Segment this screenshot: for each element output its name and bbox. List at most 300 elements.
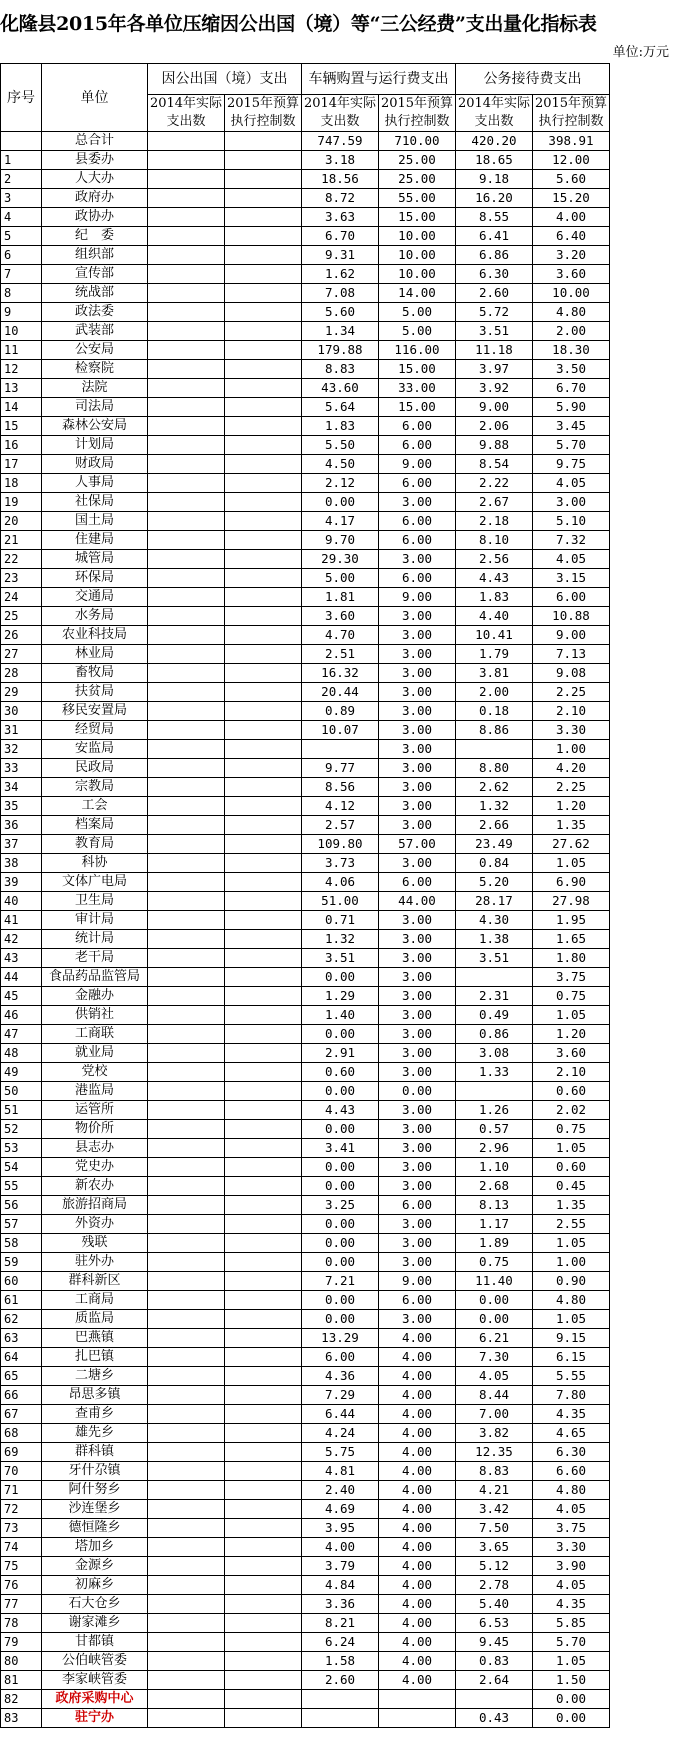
vehicle-2015-cell: 3.00 [379, 1120, 456, 1139]
vehicle-2015-cell: 4.00 [379, 1462, 456, 1481]
unit-cell: 老干局 [42, 949, 148, 968]
vehicle-2015-cell [379, 1709, 456, 1728]
overseas-2014-cell [148, 1234, 225, 1253]
seq-cell: 56 [1, 1196, 42, 1215]
reception-2015-cell: 0.90 [533, 1272, 610, 1291]
vehicle-2014-cell: 4.12 [302, 797, 379, 816]
vehicle-2015-cell: 6.00 [379, 531, 456, 550]
overseas-2014-cell [148, 512, 225, 531]
vehicle-2015-cell: 6.00 [379, 474, 456, 493]
seq-cell: 67 [1, 1405, 42, 1424]
overseas-2015-cell [225, 873, 302, 892]
reception-2014-cell: 6.41 [456, 227, 533, 246]
unit-cell: 群科镇 [42, 1443, 148, 1462]
vehicle-2015-cell: 3.00 [379, 664, 456, 683]
vehicle-2015-cell: 3.00 [379, 1025, 456, 1044]
reception-2015-cell: 1.80 [533, 949, 610, 968]
reception-2014-cell: 0.00 [456, 1310, 533, 1329]
seq-cell: 61 [1, 1291, 42, 1310]
overseas-2014-cell [148, 721, 225, 740]
overseas-2015-cell [225, 607, 302, 626]
unit-cell: 住建局 [42, 531, 148, 550]
table-row [1, 1557, 610, 1576]
seq-cell: 26 [1, 626, 42, 645]
overseas-2015-cell [225, 569, 302, 588]
reception-2015-cell: 3.75 [533, 1519, 610, 1538]
seq-cell: 11 [1, 341, 42, 360]
table-row [1, 797, 610, 816]
seq-cell: 14 [1, 398, 42, 417]
table-row [1, 379, 610, 398]
vehicle-2015-cell: 3.00 [379, 607, 456, 626]
unit-cell: 公伯峡管委 [42, 1652, 148, 1671]
reception-2014-cell: 0.49 [456, 1006, 533, 1025]
vehicle-2014-cell: 4.70 [302, 626, 379, 645]
seq-cell: 7 [1, 265, 42, 284]
table-row [1, 683, 610, 702]
reception-2014-cell: 18.65 [456, 151, 533, 170]
overseas-2014-cell [148, 1462, 225, 1481]
overseas-2014-cell [148, 1709, 225, 1728]
header-vehicle: 车辆购置与运行费支出 [302, 64, 456, 95]
vehicle-2015-cell: 4.00 [379, 1367, 456, 1386]
table-row [1, 1158, 610, 1177]
unit-cell: 组织部 [42, 246, 148, 265]
vehicle-2014-cell: 3.60 [302, 607, 379, 626]
reception-2014-cell: 3.82 [456, 1424, 533, 1443]
reception-2015-cell: 5.70 [533, 1633, 610, 1652]
seq-cell: 3 [1, 189, 42, 208]
overseas-2015-cell [225, 645, 302, 664]
vehicle-2014-cell: 0.00 [302, 1310, 379, 1329]
unit-cell: 金融办 [42, 987, 148, 1006]
seq-cell: 80 [1, 1652, 42, 1671]
vehicle-2015-cell: 10.00 [379, 227, 456, 246]
unit-cell: 统计局 [42, 930, 148, 949]
table-row [1, 759, 610, 778]
overseas-2014-cell [148, 1671, 225, 1690]
table-row [1, 322, 610, 341]
seq-cell: 40 [1, 892, 42, 911]
overseas-2014-cell [148, 1481, 225, 1500]
overseas-2014-cell [148, 265, 225, 284]
vehicle-2015-cell: 5.00 [379, 322, 456, 341]
vehicle-2014-cell: 2.91 [302, 1044, 379, 1063]
vehicle-2015-cell: 25.00 [379, 151, 456, 170]
reception-2014-cell: 3.51 [456, 949, 533, 968]
header-reception: 公务接待费支出 [456, 64, 610, 95]
vehicle-2015-cell: 4.00 [379, 1557, 456, 1576]
unit-cell: 政府办 [42, 189, 148, 208]
vehicle-2014-cell: 8.72 [302, 189, 379, 208]
vehicle-2015-cell: 3.00 [379, 683, 456, 702]
reception-2014-cell: 2.18 [456, 512, 533, 531]
seq-cell: 76 [1, 1576, 42, 1595]
reception-2014-cell: 2.67 [456, 493, 533, 512]
overseas-2015-cell [225, 1006, 302, 1025]
overseas-2014-cell [148, 987, 225, 1006]
seq-cell: 1 [1, 151, 42, 170]
unit-cell: 民政局 [42, 759, 148, 778]
reception-2015-cell: 4.05 [533, 474, 610, 493]
unit-cell: 县志办 [42, 1139, 148, 1158]
unit-cell: 甘都镇 [42, 1633, 148, 1652]
unit-cell: 新农办 [42, 1177, 148, 1196]
vehicle-2014-cell: 1.29 [302, 987, 379, 1006]
seq-cell: 39 [1, 873, 42, 892]
overseas-2015-cell [225, 854, 302, 873]
reception-2015-cell: 0.45 [533, 1177, 610, 1196]
seq-cell: 30 [1, 702, 42, 721]
unit-cell: 档案局 [42, 816, 148, 835]
expense-table [0, 63, 610, 1728]
vehicle-2014-cell: 2.51 [302, 645, 379, 664]
reception-2014-cell: 0.83 [456, 1652, 533, 1671]
overseas-2015-cell [225, 512, 302, 531]
unit-cell: 移民安置局 [42, 702, 148, 721]
table-row [1, 1538, 610, 1557]
reception-2015-cell: 5.60 [533, 170, 610, 189]
vehicle-2014-cell: 3.36 [302, 1595, 379, 1614]
seq-cell: 79 [1, 1633, 42, 1652]
reception-2015-cell: 6.90 [533, 873, 610, 892]
reception-2015-cell: 4.20 [533, 759, 610, 778]
unit-cell: 党史办 [42, 1158, 148, 1177]
unit-cell: 牙什尕镇 [42, 1462, 148, 1481]
vehicle-2015-cell: 3.00 [379, 1063, 456, 1082]
reception-2014-cell: 1.38 [456, 930, 533, 949]
reception-2015-cell: 4.65 [533, 1424, 610, 1443]
overseas-2014-cell [148, 683, 225, 702]
seq-cell: 27 [1, 645, 42, 664]
vehicle-2014-cell: 5.50 [302, 436, 379, 455]
vehicle-2014-cell: 1.62 [302, 265, 379, 284]
table-row [1, 892, 610, 911]
reception-2014-cell [456, 968, 533, 987]
vehicle-2015-cell: 6.00 [379, 436, 456, 455]
reception-2014-cell: 3.42 [456, 1500, 533, 1519]
seq-cell: 41 [1, 911, 42, 930]
unit-cell: 质监局 [42, 1310, 148, 1329]
seq-cell: 15 [1, 417, 42, 436]
reception-2015-cell: 0.75 [533, 987, 610, 1006]
overseas-2014-cell [148, 531, 225, 550]
overseas-2015-cell [225, 835, 302, 854]
unit-cell: 畜牧局 [42, 664, 148, 683]
vehicle-2014-cell: 0.00 [302, 1234, 379, 1253]
table-row [1, 1348, 610, 1367]
overseas-2015-cell [225, 303, 302, 322]
seq-cell: 23 [1, 569, 42, 588]
vehicle-2014-cell: 1.83 [302, 417, 379, 436]
seq-cell: 58 [1, 1234, 42, 1253]
overseas-2014-cell [148, 1443, 225, 1462]
unit-cell: 交通局 [42, 588, 148, 607]
vehicle-2015-cell: 4.00 [379, 1424, 456, 1443]
reception-2014-cell: 4.43 [456, 569, 533, 588]
page-title: 化隆县2015年各单位压缩因公出国（境）等“三公经费”支出量化指标表 [0, 13, 597, 35]
reception-2015-cell: 0.60 [533, 1082, 610, 1101]
overseas-2015-cell [225, 379, 302, 398]
table-row [1, 436, 610, 455]
reception-2015-cell: 27.98 [533, 892, 610, 911]
table-row [1, 1253, 610, 1272]
unit-cell: 食品药品监管局 [42, 968, 148, 987]
table-row [1, 854, 610, 873]
seq-cell: 60 [1, 1272, 42, 1291]
reception-2014-cell: 1.17 [456, 1215, 533, 1234]
seq-cell: 78 [1, 1614, 42, 1633]
reception-2014-cell: 0.75 [456, 1253, 533, 1272]
vehicle-2014-cell: 7.08 [302, 284, 379, 303]
reception-2015-cell: 2.10 [533, 702, 610, 721]
seq-cell: 35 [1, 797, 42, 816]
unit-cell: 金源乡 [42, 1557, 148, 1576]
overseas-2015-cell [225, 1462, 302, 1481]
table-row [1, 1234, 610, 1253]
unit-cell: 扶贫局 [42, 683, 148, 702]
seq-cell: 33 [1, 759, 42, 778]
reception-2014-cell: 8.44 [456, 1386, 533, 1405]
overseas-2014-cell [148, 1291, 225, 1310]
seq-cell [1, 132, 42, 151]
reception-2015-cell: 3.15 [533, 569, 610, 588]
reception-2014-cell: 12.35 [456, 1443, 533, 1462]
overseas-2015-cell [225, 132, 302, 151]
reception-2015-cell: 12.00 [533, 151, 610, 170]
reception-2014-cell: 0.86 [456, 1025, 533, 1044]
reception-2015-cell: 7.13 [533, 645, 610, 664]
vehicle-2015-cell: 5.00 [379, 303, 456, 322]
unit-cell: 塔加乡 [42, 1538, 148, 1557]
reception-2015-cell: 4.80 [533, 1481, 610, 1500]
vehicle-2015-cell: 6.00 [379, 1291, 456, 1310]
reception-2015-cell: 3.30 [533, 721, 610, 740]
reception-2014-cell [456, 1690, 533, 1709]
table-row [1, 588, 610, 607]
unit-cell: 林业局 [42, 645, 148, 664]
reception-2015-cell: 27.62 [533, 835, 610, 854]
table-row [1, 1215, 610, 1234]
reception-2015-cell: 5.90 [533, 398, 610, 417]
reception-2014-cell: 2.00 [456, 683, 533, 702]
vehicle-2015-cell: 3.00 [379, 1158, 456, 1177]
overseas-2014-cell [148, 1519, 225, 1538]
unit-note: 单位:万元 [612, 45, 669, 60]
seq-cell: 19 [1, 493, 42, 512]
overseas-2015-cell [225, 797, 302, 816]
seq-cell: 12 [1, 360, 42, 379]
vehicle-2015-cell: 0.00 [379, 1082, 456, 1101]
vehicle-2015-cell: 15.00 [379, 398, 456, 417]
seq-cell: 53 [1, 1139, 42, 1158]
overseas-2015-cell [225, 360, 302, 379]
overseas-2015-cell [225, 1633, 302, 1652]
seq-cell: 5 [1, 227, 42, 246]
reception-2015-cell: 3.30 [533, 1538, 610, 1557]
vehicle-2014-cell: 0.00 [302, 1253, 379, 1272]
vehicle-2014-cell: 0.00 [302, 1177, 379, 1196]
reception-2015-cell: 1.05 [533, 854, 610, 873]
overseas-2014-cell [148, 1652, 225, 1671]
unit-cell: 查甫乡 [42, 1405, 148, 1424]
seq-cell: 65 [1, 1367, 42, 1386]
reception-2014-cell: 2.06 [456, 417, 533, 436]
table-row [1, 1082, 610, 1101]
table-row [1, 1519, 610, 1538]
vehicle-2015-cell: 3.00 [379, 740, 456, 759]
vehicle-2015-cell: 3.00 [379, 930, 456, 949]
vehicle-2015-cell: 4.00 [379, 1386, 456, 1405]
table-row [1, 512, 610, 531]
vehicle-2014-cell: 0.60 [302, 1063, 379, 1082]
reception-2015-cell: 2.02 [533, 1101, 610, 1120]
vehicle-2015-cell: 14.00 [379, 284, 456, 303]
table-row [1, 816, 610, 835]
vehicle-2015-cell: 3.00 [379, 721, 456, 740]
overseas-2015-cell [225, 683, 302, 702]
overseas-2014-cell [148, 1367, 225, 1386]
overseas-2014-cell [148, 1215, 225, 1234]
overseas-2015-cell [225, 987, 302, 1006]
reception-2015-cell: 1.00 [533, 740, 610, 759]
vehicle-2015-cell: 15.00 [379, 208, 456, 227]
overseas-2014-cell [148, 1595, 225, 1614]
vehicle-2015-cell: 55.00 [379, 189, 456, 208]
overseas-2014-cell [148, 132, 225, 151]
unit-cell: 李家峡管委 [42, 1671, 148, 1690]
reception-2015-cell: 1.05 [533, 1234, 610, 1253]
overseas-2015-cell [225, 1386, 302, 1405]
overseas-2015-cell [225, 778, 302, 797]
reception-2014-cell: 0.43 [456, 1709, 533, 1728]
header-reception-2015: 2015年预算执行控制数 [533, 95, 610, 132]
seq-cell: 82 [1, 1690, 42, 1709]
overseas-2015-cell [225, 265, 302, 284]
vehicle-2014-cell: 4.84 [302, 1576, 379, 1595]
unit-cell: 宗教局 [42, 778, 148, 797]
overseas-2015-cell [225, 1044, 302, 1063]
vehicle-2014-cell: 0.00 [302, 1158, 379, 1177]
table-row [1, 1329, 610, 1348]
unit-cell: 国土局 [42, 512, 148, 531]
unit-cell: 石大仓乡 [42, 1595, 148, 1614]
unit-cell: 工商联 [42, 1025, 148, 1044]
overseas-2015-cell [225, 1158, 302, 1177]
overseas-2015-cell [225, 626, 302, 645]
vehicle-2015-cell: 3.00 [379, 702, 456, 721]
vehicle-2015-cell: 3.00 [379, 1101, 456, 1120]
vehicle-2014-cell: 0.00 [302, 1291, 379, 1310]
table-row [1, 626, 610, 645]
unit-cell: 二塘乡 [42, 1367, 148, 1386]
overseas-2015-cell [225, 1177, 302, 1196]
overseas-2015-cell [225, 1652, 302, 1671]
table-row [1, 341, 610, 360]
table-body [1, 132, 610, 1728]
seq-cell: 59 [1, 1253, 42, 1272]
overseas-2014-cell [148, 1044, 225, 1063]
overseas-2015-cell [225, 417, 302, 436]
reception-2015-cell: 6.60 [533, 1462, 610, 1481]
unit-cell: 巴燕镇 [42, 1329, 148, 1348]
overseas-2015-cell [225, 1614, 302, 1633]
overseas-2015-cell [225, 1576, 302, 1595]
reception-2014-cell: 6.86 [456, 246, 533, 265]
reception-2015-cell: 1.05 [533, 1139, 610, 1158]
vehicle-2014-cell: 0.00 [302, 493, 379, 512]
vehicle-2014-cell: 51.00 [302, 892, 379, 911]
vehicle-2015-cell: 9.00 [379, 1272, 456, 1291]
vehicle-2014-cell: 5.64 [302, 398, 379, 417]
table-row [1, 1044, 610, 1063]
reception-2014-cell: 7.50 [456, 1519, 533, 1538]
overseas-2014-cell [148, 246, 225, 265]
table-row [1, 455, 610, 474]
table-row [1, 1101, 610, 1120]
vehicle-2014-cell: 8.21 [302, 1614, 379, 1633]
reception-2014-cell: 1.89 [456, 1234, 533, 1253]
table-row [1, 398, 610, 417]
vehicle-2014-cell: 3.79 [302, 1557, 379, 1576]
reception-2015-cell: 4.05 [533, 1500, 610, 1519]
reception-2015-cell: 3.00 [533, 493, 610, 512]
vehicle-2014-cell: 3.63 [302, 208, 379, 227]
unit-cell: 初麻乡 [42, 1576, 148, 1595]
overseas-2014-cell [148, 303, 225, 322]
reception-2015-cell: 4.80 [533, 1291, 610, 1310]
overseas-2015-cell [225, 1291, 302, 1310]
vehicle-2015-cell: 3.00 [379, 493, 456, 512]
overseas-2014-cell [148, 1538, 225, 1557]
seq-cell: 13 [1, 379, 42, 398]
reception-2014-cell: 7.00 [456, 1405, 533, 1424]
overseas-2014-cell [148, 588, 225, 607]
reception-2014-cell: 16.20 [456, 189, 533, 208]
overseas-2014-cell [148, 208, 225, 227]
vehicle-2015-cell: 3.00 [379, 626, 456, 645]
overseas-2014-cell [148, 930, 225, 949]
table-row [1, 1405, 610, 1424]
table-row [1, 132, 610, 151]
reception-2014-cell: 2.68 [456, 1177, 533, 1196]
unit-cell: 文体广电局 [42, 873, 148, 892]
seq-cell: 31 [1, 721, 42, 740]
vehicle-2015-cell: 4.00 [379, 1576, 456, 1595]
overseas-2014-cell [148, 474, 225, 493]
reception-2015-cell: 3.20 [533, 246, 610, 265]
vehicle-2014-cell: 9.31 [302, 246, 379, 265]
unit-cell: 纪 委 [42, 227, 148, 246]
seq-cell: 46 [1, 1006, 42, 1025]
vehicle-2014-cell: 6.44 [302, 1405, 379, 1424]
seq-cell: 83 [1, 1709, 42, 1728]
seq-cell: 16 [1, 436, 42, 455]
overseas-2015-cell [225, 1424, 302, 1443]
reception-2014-cell: 6.21 [456, 1329, 533, 1348]
overseas-2015-cell [225, 1348, 302, 1367]
vehicle-2015-cell: 4.00 [379, 1614, 456, 1633]
vehicle-2015-cell: 4.00 [379, 1348, 456, 1367]
reception-2014-cell: 9.18 [456, 170, 533, 189]
reception-2015-cell: 4.80 [533, 303, 610, 322]
unit-cell: 环保局 [42, 569, 148, 588]
table-row [1, 1386, 610, 1405]
vehicle-2014-cell: 4.36 [302, 1367, 379, 1386]
seq-cell: 4 [1, 208, 42, 227]
vehicle-2014-cell: 16.32 [302, 664, 379, 683]
table-row [1, 1006, 610, 1025]
